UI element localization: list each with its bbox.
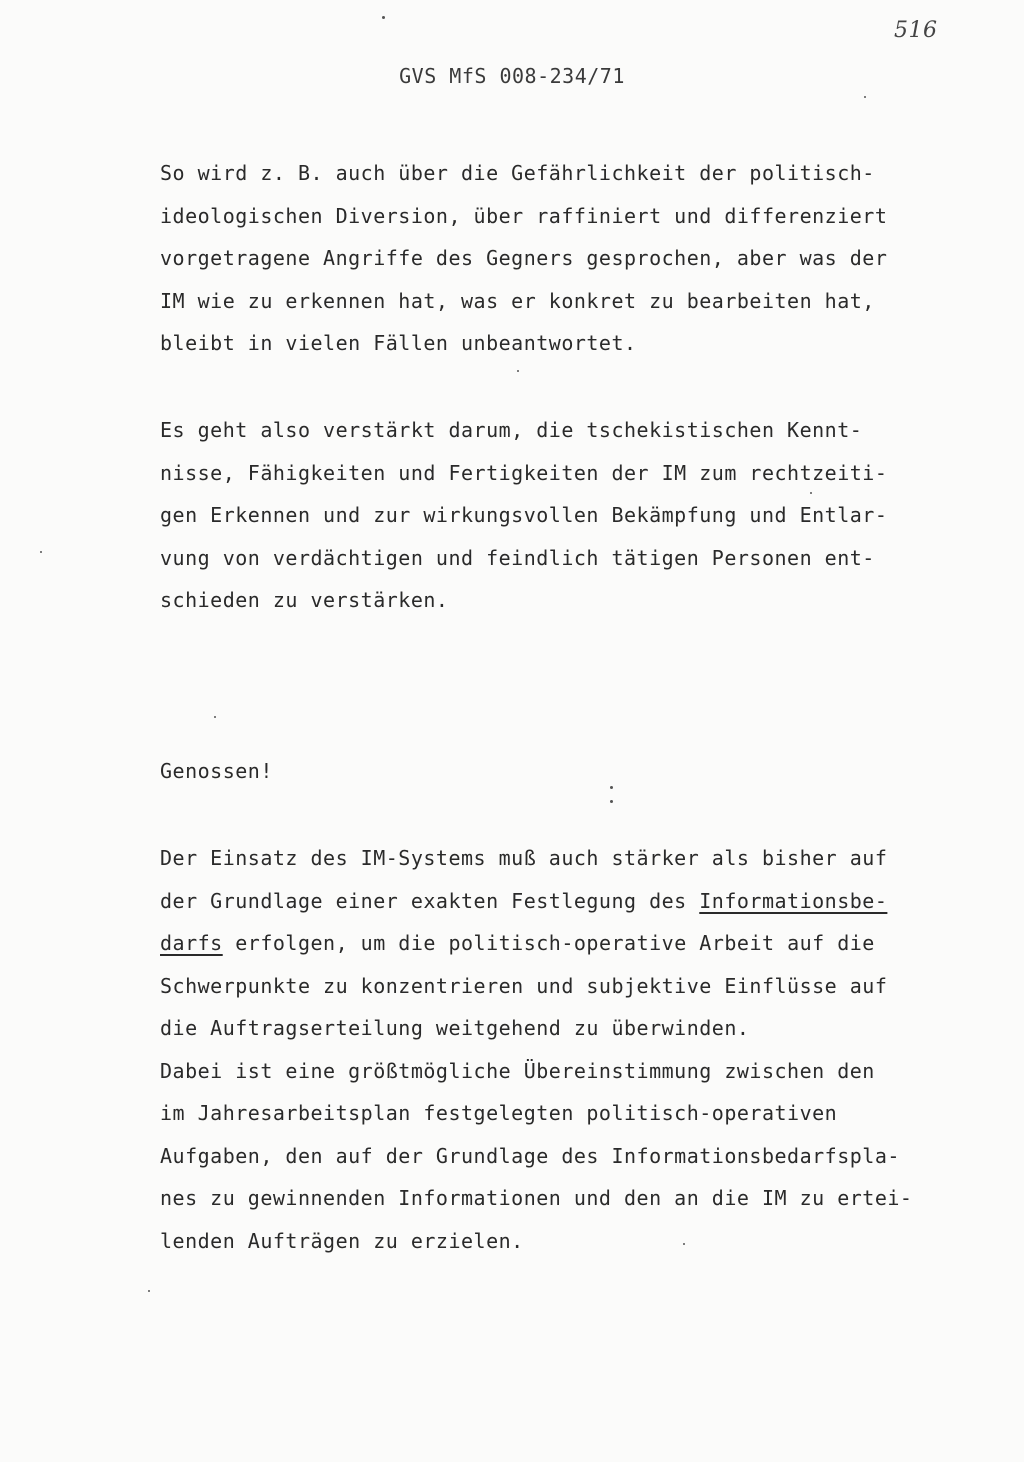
text-line: Schwerpunkte zu konzentrieren und subjektive Einflüsse auf (160, 973, 888, 998)
text-line: die Auftragserteilung weitgehend zu überwinden. (160, 1016, 750, 1040)
text-line (160, 922, 960, 965)
text-line: Es geht also verstärkt darum, die tschekistischen Kennt- (160, 418, 863, 442)
paragraph-3 (160, 837, 960, 1262)
scan-speck (517, 370, 519, 372)
paragraph-2 (160, 409, 960, 622)
scan-speck (148, 1290, 150, 1292)
text-line: nisse, Fähigkeiten und Fertigkeiten der IM zum rechtzeiti- (160, 460, 888, 485)
scan-speck (610, 800, 613, 803)
page-folio-number: 516 (894, 18, 938, 43)
paragraph-1 (160, 152, 960, 365)
scan-speck (864, 96, 866, 98)
text-line: vorgetragene Angriffe des Gegners gesprochen, aber was der (160, 246, 888, 270)
text-segment: erfolgen, um die politisch-operative Arbeit auf die (222, 931, 875, 955)
scan-speck (810, 492, 812, 494)
text-line: Aufgaben, den auf der Grundlage des Informationsbedarfspla- (160, 1143, 900, 1168)
text-segment: der Grundlage einer exakten Festlegung des (160, 888, 700, 913)
scan-speck (40, 551, 42, 553)
text-line: im Jahresarbeitsplan festgelegten politisch-operativen (160, 1101, 838, 1125)
text-line: gen Erkennen und zur wirkungsvollen Bekämpfung und Entlar- (160, 503, 888, 527)
text-line: So wird z. B. auch über die Gefährlichkeit der politisch- (160, 161, 875, 185)
scan-speck (214, 716, 216, 718)
underlined-term: darfs (160, 931, 223, 955)
text-line: IM wie zu erkennen hat, was er konkret zu bearbeiten hat, (160, 288, 875, 313)
scan-speck (382, 16, 385, 19)
text-line: Der Einsatz des IM-Systems muß auch stärker als bisher auf (160, 846, 888, 870)
text-line: schieden zu verstärken. (160, 588, 449, 612)
text-line: vung von verdächtigen und feindlich tätigen Personen ent- (160, 545, 875, 570)
scan-speck (683, 1243, 685, 1245)
document-reference: GVS MfS 008-234/71 (399, 64, 625, 88)
text-line: ideologischen Diversion, über raffiniert und differenziert (160, 203, 888, 228)
text-line: nes zu gewinnenden Informationen und den an die IM zu ertei- (160, 1186, 913, 1210)
salutation (160, 750, 960, 793)
scan-speck (610, 786, 613, 789)
text-line: Dabei ist eine größtmögliche Übereinstimmung zwischen den (160, 1058, 875, 1083)
text-line (160, 880, 960, 923)
text-line: bleibt in vielen Fällen unbeantwortet. (160, 331, 637, 355)
text-line: lenden Aufträgen zu erzielen. (160, 1228, 524, 1253)
underlined-term: Informationsbe- (699, 888, 888, 913)
text-line: Genossen! (160, 759, 273, 783)
